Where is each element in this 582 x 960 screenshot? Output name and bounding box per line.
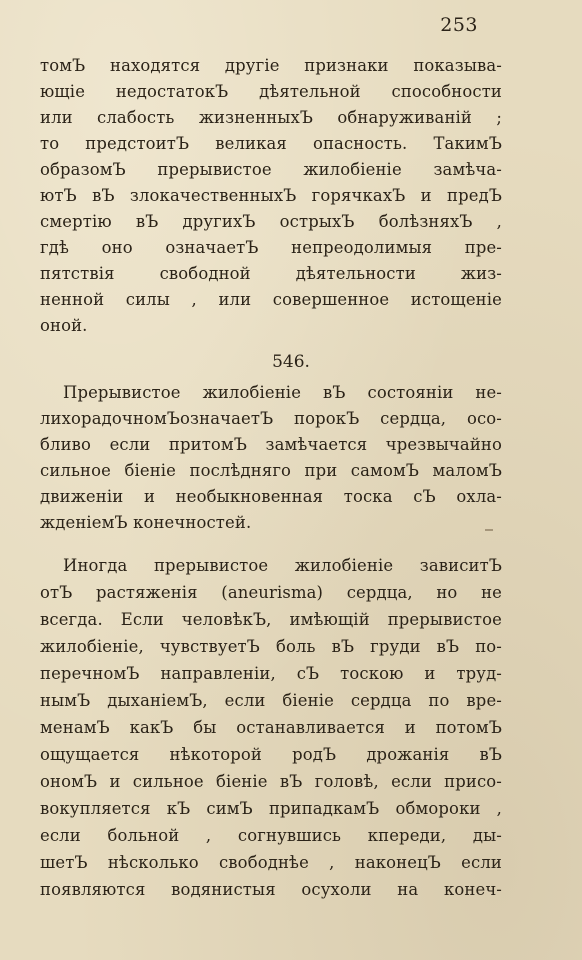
text-line: появляются водянистыя осухоли на конеч- [40,880,502,899]
text-line: жилобіеніе, чувствуетЪ боль вЪ груди вЪ по- [40,637,502,656]
text-line: ощущается нѣкоторой родЪ дрожанія вЪ [40,745,502,764]
page-number: 253 [440,14,478,36]
text-line: нымЪ дыханіемЪ, если біеніе сердца по вре- [40,691,502,710]
text-line: сильное біеніе послѣдняго при самомЪ маломЪ [40,461,502,480]
text-line: перечномЪ направленіи, сЪ тоскою и труд- [40,664,502,683]
text-line: ющіе недостатокЪ дѣятельной способности [40,82,502,101]
text-line: или слабость жизненныхЪ обнаруживаній ; [40,108,502,127]
section-number: 546. [272,352,310,372]
text-line: смертію вЪ другихЪ острыхЪ болѣзняхЪ , [40,212,502,231]
text-line: Прерывистое жилобіеніе вЪ состояніи не- [63,383,502,402]
text-line: Иногда прерывистое жилобіеніе зависитЪ [63,556,502,575]
text-line: бливо если притомЪ замѣчается чрезвычайно [40,435,502,454]
text-line: лихорадочномЪозначаетЪ порокЪ сердца, осо- [40,409,502,428]
text-line: то предстоитЪ великая опасность. ТакимЪ [40,134,502,153]
text-line: менамЪ какЪ бы останавливается и потомЪ [40,718,502,737]
text-line: ненной силы , или совершенное истощеніе [40,290,502,309]
text-line: гдѣ оно означаетЪ непреодолимыя пре- [40,238,502,257]
text-line: всегда. Если человѣкЪ, имѣющій прерывистое [40,610,502,629]
print-mark [485,529,493,531]
text-line: ютЪ вЪ злокачественныхЪ горячкахЪ и предЪ [40,186,502,205]
text-line: движеніи и необыкновенная тоска сЪ охла- [40,487,502,506]
text-line: образомЪ прерывистое жилобіеніе замѣча- [40,160,502,179]
text-line: вокупляется кЪ симЪ припадкамЪ обмороки , [40,799,502,818]
text-line: шетЪ нѣсколько свободнѣе , наконецЪ если [40,853,502,872]
text-line: если больной , согнувшись кпереди, ды- [40,826,502,845]
text-line: томЪ находятся другіе признаки показыва- [40,56,502,75]
text-line: оной. [40,316,88,335]
text-line: ономЪ и сильное біеніе вЪ головѣ, если присо- [40,772,502,791]
text-line: пятствія свободной дѣятельности жиз- [40,264,502,283]
text-line: отЪ растяженія (aneurisma) сердца, но не [40,583,502,602]
text-line: жденіемЪ конечностей. [40,513,252,532]
